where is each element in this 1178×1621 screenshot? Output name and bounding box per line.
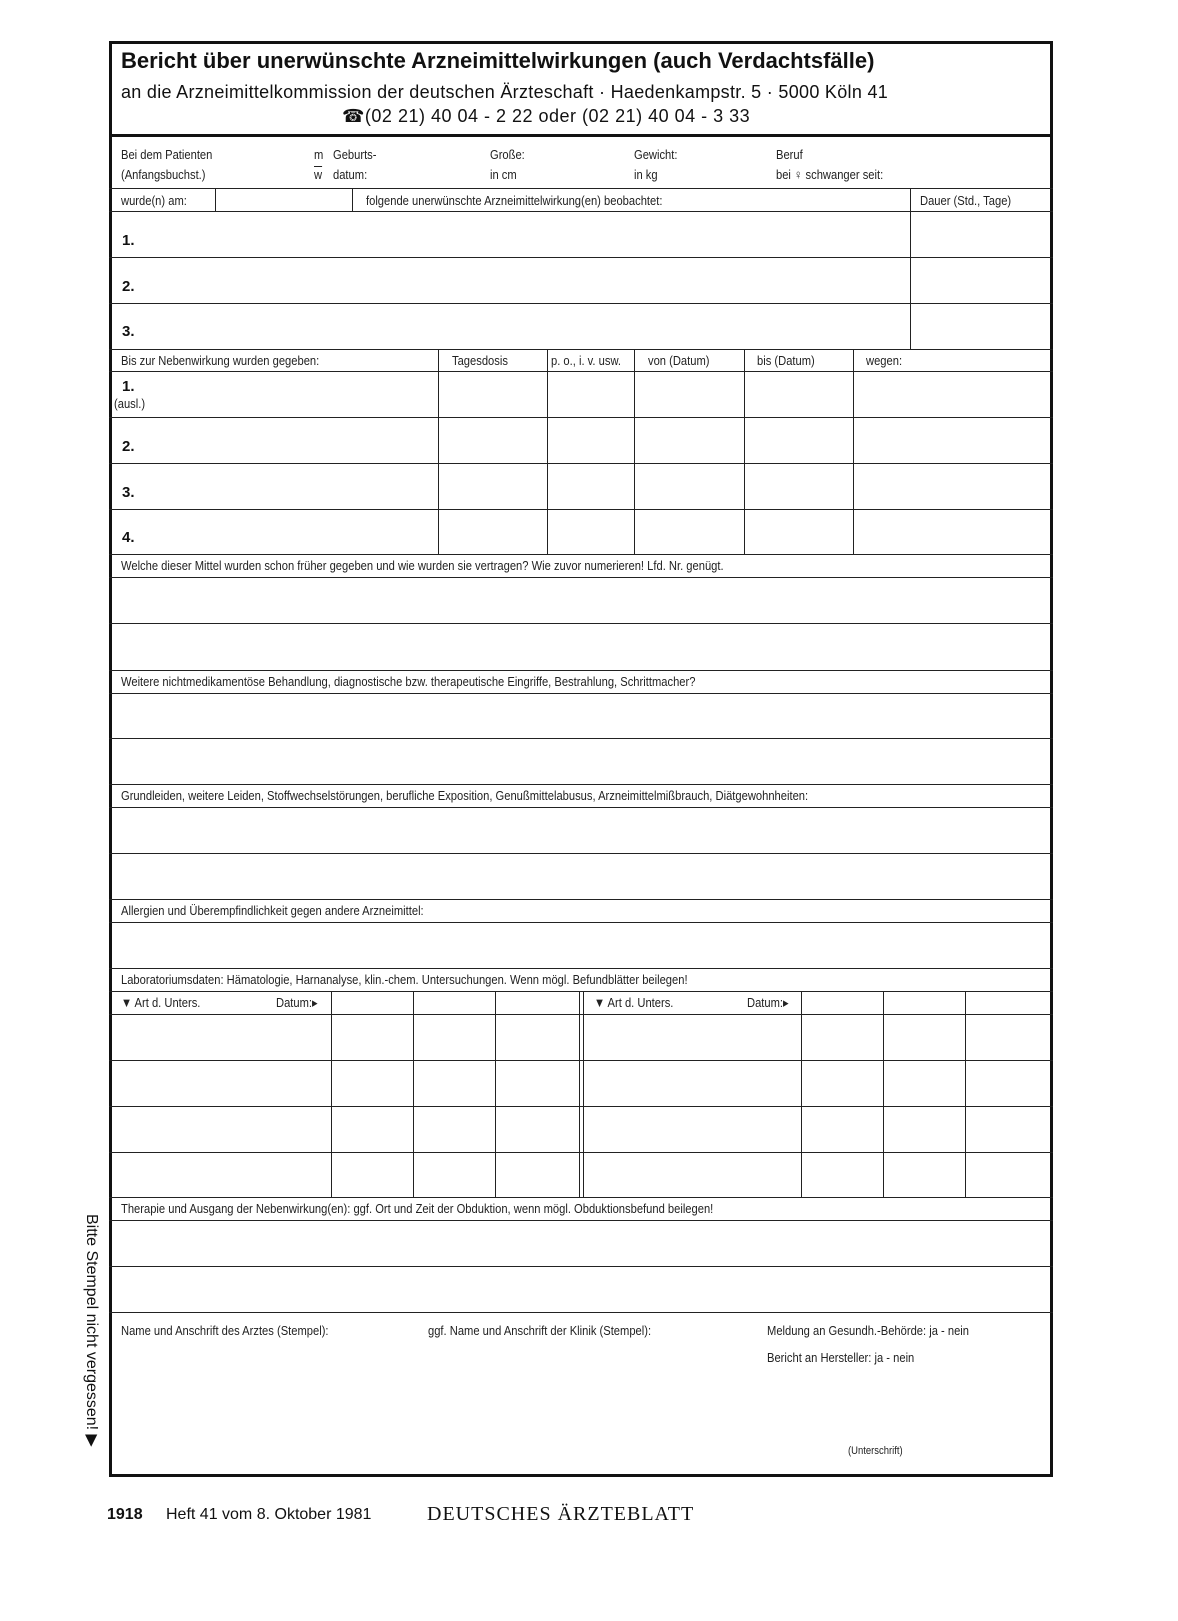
lab-date-header-left: Datum:▸ xyxy=(276,995,318,1010)
rule xyxy=(109,463,1053,464)
rule xyxy=(109,991,1053,992)
rule xyxy=(109,1106,1053,1107)
rule xyxy=(744,349,745,554)
patient-label-2: (Anfangsbuchst.) xyxy=(121,167,206,182)
rule xyxy=(109,303,1053,304)
effect-row-2: 2. xyxy=(122,278,135,295)
rule xyxy=(109,693,1053,694)
rule xyxy=(109,784,1053,785)
underlying-conditions-label: Grundleiden, weitere Leiden, Stoffwechselstörungen, berufliche Exposition, Genußmittelabusus, Arzneimittelmißbrauch, Diätgewohnheiten: xyxy=(121,788,809,803)
effect-row-3: 3. xyxy=(122,323,135,340)
lab-data-label: Laboratoriumsdaten: Hämatologie, Harnanalyse, klin.-chem. Untersuchungen. Wenn mögl. Befundblätter beilegen! xyxy=(121,972,688,987)
patient-label-1: Bei dem Patienten xyxy=(121,147,213,162)
rule xyxy=(109,1060,1053,1061)
reason-header: wegen: xyxy=(866,353,903,368)
birth-label-2: datum: xyxy=(333,167,368,182)
rule xyxy=(109,623,1053,624)
rule xyxy=(109,257,1053,258)
drug-row-1: 1. xyxy=(122,378,135,395)
rule xyxy=(109,1266,1053,1267)
drug-row-4: 4. xyxy=(122,529,135,546)
rule xyxy=(109,1197,1053,1198)
stamp-reminder: Bitte Stempel nicht vergessen! ▶ xyxy=(83,1214,100,1447)
header-divider xyxy=(109,134,1053,137)
rule xyxy=(109,554,1053,555)
drugs-given-label: Bis zur Nebenwirkung wurden gegeben: xyxy=(121,353,320,368)
drug-row-2: 2. xyxy=(122,438,135,455)
other-treatment-label: Weitere nichtmedikamentöse Behandlung, diagnostische bzw. therapeutische Eingriffe, Bestrahlung, Schrittmacher? xyxy=(121,674,696,689)
rule xyxy=(109,188,1053,189)
duration-label: Dauer (Std., Tage) xyxy=(920,193,1012,208)
issue-info: Heft 41 vom 8. Oktober 1981 xyxy=(166,1506,372,1523)
rule xyxy=(109,577,1053,578)
lab-date-header-right: Datum:▸ xyxy=(747,995,789,1010)
journal-name: DEUTSCHES ÄRZTEBLATT xyxy=(427,1503,695,1525)
rule xyxy=(109,1014,1053,1015)
doctor-stamp-label: Name und Anschrift des Arztes (Stempel): xyxy=(121,1323,329,1338)
rule xyxy=(883,991,884,1197)
rule xyxy=(547,349,548,554)
rule xyxy=(109,853,1053,854)
rule xyxy=(109,211,1053,212)
job-label-1: Beruf xyxy=(776,147,803,162)
form-address: an die Arzneimittelkommission der deutschen Ärzteschaft · Haedenkampstr. 5 · 5000 Köln 41 xyxy=(121,82,889,102)
rule xyxy=(109,1152,1053,1153)
daily-dose-header: Tagesdosis xyxy=(452,353,508,368)
rule xyxy=(495,991,496,1197)
weight-label-1: Gewicht: xyxy=(634,147,678,162)
rule xyxy=(438,349,439,554)
rule xyxy=(109,509,1053,510)
phone-numbers: (02 21) 40 04 - 2 22 oder (02 21) 40 04 - 3 33 xyxy=(364,106,751,126)
page-number: 1918 xyxy=(107,1506,143,1523)
rule xyxy=(109,899,1053,900)
rule xyxy=(801,991,802,1197)
phone-line xyxy=(342,106,750,127)
lab-exam-header-right: ▼ Art d. Unters. xyxy=(594,995,674,1010)
rule xyxy=(413,991,414,1197)
rule xyxy=(965,991,966,1197)
lab-exam-header-left: ▼ Art d. Unters. xyxy=(121,995,201,1010)
rule xyxy=(109,349,1053,350)
rule xyxy=(109,417,1053,418)
telephone-icon: ☎ xyxy=(342,106,365,126)
health-authority-report: Meldung an Gesundh.-Behörde: ja - nein xyxy=(767,1323,970,1338)
rule xyxy=(352,188,353,211)
form-title: Bericht über unerwünschte Arzneimittelwirkungen (auch Verdachtsfälle) xyxy=(121,48,875,73)
manufacturer-report: Bericht an Hersteller: ja - nein xyxy=(767,1350,915,1365)
observed-date-label: wurde(n) am: xyxy=(121,193,187,208)
rule xyxy=(583,991,584,1197)
rule xyxy=(634,349,635,554)
rule xyxy=(910,188,911,350)
rule xyxy=(109,1220,1053,1221)
rule xyxy=(579,991,580,1197)
rule xyxy=(109,922,1053,923)
rule xyxy=(109,371,1053,372)
job-label-2: bei ♀ schwanger seit: xyxy=(776,167,884,182)
rule xyxy=(109,738,1053,739)
observed-effects-label: folgende unerwünschte Arzneimittelwirkung(en) beobachtet: xyxy=(366,193,663,208)
to-date-header: bis (Datum) xyxy=(757,353,815,368)
therapy-outcome-label: Therapie und Ausgang der Nebenwirkung(en): ggf. Ort und Zeit der Obduktion, wenn mögl. Obduktionsbefund beilegen! xyxy=(121,1201,714,1216)
rule xyxy=(109,1312,1053,1313)
route-header: p. o., i. v. usw. xyxy=(551,353,622,368)
height-label-1: Große: xyxy=(490,147,525,162)
rule xyxy=(109,807,1053,808)
effect-row-1: 1. xyxy=(122,232,135,249)
rule xyxy=(109,670,1053,671)
from-date-header: von (Datum) xyxy=(648,353,710,368)
signature-note: (Unterschrift) xyxy=(848,1445,903,1457)
rule xyxy=(109,968,1053,969)
drug-row-3: 3. xyxy=(122,484,135,501)
sex-female-option[interactable]: $\overline{w}$ xyxy=(314,167,323,182)
sex-male-option[interactable]: m xyxy=(314,147,324,162)
birth-label-1: Geburts- xyxy=(333,147,377,162)
drug-row-1-note: (ausl.) xyxy=(114,396,146,411)
weight-label-2: in kg xyxy=(634,167,658,182)
rule xyxy=(331,991,332,1197)
rule xyxy=(853,349,854,554)
earlier-use-label: Welche dieser Mittel wurden schon früher gegeben und wie wurden sie vertragen? Wie zuvor numerieren! Lfd. Nr. genügt. xyxy=(121,558,724,573)
height-label-2: in cm xyxy=(490,167,517,182)
rule xyxy=(215,188,216,211)
allergies-label: Allergien und Überempfindlichkeit gegen andere Arzneimittel: xyxy=(121,903,424,918)
clinic-stamp-label: ggf. Name und Anschrift der Klinik (Stempel): xyxy=(428,1323,652,1338)
